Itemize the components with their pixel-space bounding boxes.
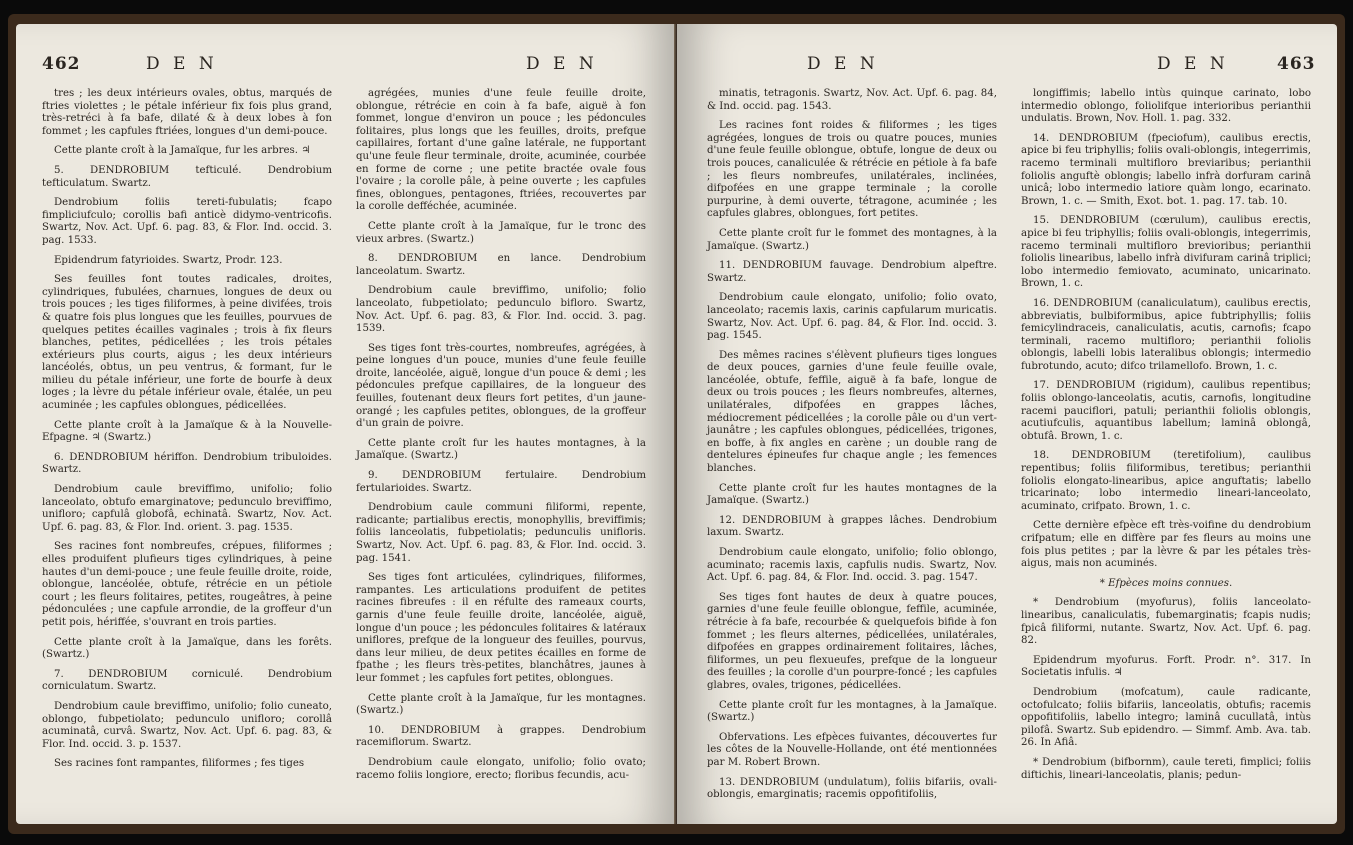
- paragraph: Cette plante croît fur les hautes montagnes, à la Jamaïque. (Swartz.): [356, 437, 646, 462]
- page-number-right: 463: [1277, 54, 1316, 74]
- paragraph: minatis, tetragonis. Swartz, Nov. Act. Upf. 6. pag. 84, & Ind. occid. pag. 1543.: [707, 88, 997, 112]
- paragraph: 8. DENDROBIUM en lance. Dendrobium lanceolatum. Swartz.: [356, 253, 646, 277]
- running-head-right-1: D E N: [807, 54, 879, 74]
- paragraph: 9. DENDROBIUM fertulaire. Dendrobium fertularioides. Swartz.: [356, 470, 646, 494]
- paragraph: longiffimis; labello intùs quinque carinato, lobo intermedio oblongo, foliolifque interioribus perianthii undulatis. Brown, Nov. Holl. 1. pag. 332.: [1021, 88, 1311, 125]
- paragraph: 16. DENDROBIUM (canaliculatum), caulibus erectis, abbreviatis, bulbiformibus, apice fubtriphyllis; foliis femicylindraceis, canaliculatis, acutis, carnofis; fcapo terminali, racemo multifloro; perianthii foliolis oblongis, labelli lobis lateralibus oblongis; intermedio fubrotundo, acuto; difco trilamellofo. Brown, 1. c.: [1021, 297, 1311, 372]
- paragraph: Cette plante croît à la Jamaïque, fur le tronc des vieux arbres. (Swartz.): [356, 220, 646, 245]
- left-page: [16, 24, 676, 824]
- paragraph: 13. DENDROBIUM (undulatum), foliis bifariis, ovali-oblongis, emarginatis; racemis oppofitifoliis,: [707, 776, 997, 801]
- running-head-left-1: D E N: [146, 54, 218, 74]
- paragraph: Dendrobium foliis tereti-fubulatis; fcapo fimpliciufculo; corollis bafi anticè didymo-ventricofis. Swartz, Nov. Act. Upf. 6. pag. 83, & Flor. Ind. occid. 3. pag. 1533.: [42, 197, 332, 246]
- paragraph: 14. DENDROBIUM (fpeciofum), caulibus erectis, apice bi feu triphyllis; foliis ovali-oblongis, integerrimis, racemo terminali multifloro breviaribus; perianthii foliolis anguftè oblongis; labello infrà dorfuram carinâ unicâ; lobo intermedio latiore quàm longo, ecarinato. Brown, 1. c. — Smith, Exot. bot. 1. pag. 17. tab. 10.: [1021, 132, 1311, 207]
- paragraph: 6. DENDROBIUM hériffon. Dendrobium tribuloides. Swartz.: [42, 451, 332, 476]
- paragraph: 11. DENDROBIUM fauvage. Dendrobium alpeftre. Swartz.: [707, 260, 997, 284]
- paragraph: Dendrobium caule communi filiformi, repente, radicante; partialibus erectis, monophyllis, breviffimis; foliis lanceolatis, fubpetiolatis; pedunculis unifloris. Swartz, Nov. Act. Upf. 6. pag. 83, & Flor. Ind. occid. 3. pag. 1541.: [356, 502, 646, 564]
- paragraph: 10. DENDROBIUM à grappes. Dendrobium racemiflorum. Swartz.: [356, 724, 646, 749]
- right-column-1: [707, 88, 997, 809]
- paragraph: 12. DENDROBIUM à grappes lâches. Dendrobium laxum. Swartz.: [707, 514, 997, 539]
- paragraph: Cette plante croît à la Jamaïque & à la Nouvelle-Efpagne. ♃ (Swartz.): [42, 419, 332, 444]
- paragraph: Cette plante croît à la Jamaïque, fur les arbres. ♃: [54, 145, 311, 157]
- paragraph: 15. DENDROBIUM (cœrulum), caulibus erectis, apice bi feu triphyllis; foliis ovali-oblongis, integerrimis, racemo terminali multifloro brevioribus; perianthii foliolis linearibus, labello infrà divifuram carinâ triplici; lobo intermedio femiovato, acuminato, unicarinato. Brown, 1. c.: [1021, 215, 1311, 290]
- right-page: [677, 24, 1337, 824]
- paragraph: Ses tiges font hautes de deux à quatre pouces, garnies d'une feule feuille oblongue, feffile, acuminée, rétrécie à fa bafe, recourbée & quelquefois bifide à fon fommet ; les fleurs alternes, pédicellées, unilatérales, difpofées en grappes ordinairement folitaires, lâches, filiformes, un peu flexueufes, prefque de la longueur des feuilles ; la corolle d'un pourpre-foncé ; les capfules glabres, ovales, trigones, pédicellées.: [707, 591, 997, 691]
- open-book: [8, 14, 1345, 834]
- paragraph: Cette dernière efpèce eft très-voifine du dendrobium crifpatum; elle en diffère par fes fleurs au moins une fois plus petites ; par la lèvre & par les pétales très-aigus, mais non acuminés.: [1021, 520, 1311, 570]
- paragraph: 5. DENDROBIUM tefticulé. Dendrobium tefticulatum. Swartz.: [42, 164, 332, 189]
- paragraph: Ses racines font rampantes, filiformes ; fes tiges: [54, 758, 305, 770]
- paragraph: Dendrobium caule elongato, unifolio; folio ovato; racemo foliis longiore, erecto; floribus fecundis, acu-: [356, 756, 646, 781]
- paragraph: Cette plante croît à la Jamaïque, dans les forêts. (Swartz.): [42, 636, 332, 661]
- paragraph: * Efpèces moins connues.: [1099, 577, 1233, 589]
- paragraph: 7. DENDROBIUM corniculé. Dendrobium corniculatum. Swartz.: [42, 668, 332, 693]
- paragraph: tres ; les deux intérieurs ovales, obtus, marqués de ftries violettes ; le pétale inférieur fix fois plus grand, très-retréci à fa bafe, dilaté & à deux lobes à fon fommet ; les capfules ftriées, longues d'un demi-pouce.: [42, 88, 332, 137]
- paragraph: Cette plante croît à la Jamaïque, fur les montagnes. (Swartz.): [356, 692, 646, 717]
- paragraph: agrégées, munies d'une feule feuille droite, oblongue, rétrécie en coin à fa bafe, aiguë à fon fommet, longue d'environ un pouce ; les pédoncules folitaires, plus longs que les feuilles, droits, prefque capillaires, fortant d'une gaîne latérale, ne fupportant qu'une feule fleur terminale, droite, acuminée, courbée en forme de corne ; une petite bractée ovale fous l'ovaire ; la corolle pâle, à peine ouverte ; les capfules fines, oblongues, pentagones, ftriées, recouvertes par la corolle defféchée, acuminée.: [356, 88, 646, 213]
- paragraph: Obfervations. Les efpèces fuivantes, découvertes fur les côtes de la Nouvelle-Hollande, ont été mentionnées par M. Robert Brown.: [707, 731, 997, 768]
- paragraph: Dendrobium caule elongato, unifolio; folio oblongo, acuminato; racemis laxis, capfulis nudis. Swartz, Nov. Act. Upf. 6. pag. 84, & Flor. Ind. occid. 3. pag. 1547.: [707, 547, 997, 584]
- paragraph: Dendrobium caule breviffimo, unifolio; folio cuneato, oblongo, fubpetiolato; pedunculo unifloro; corollâ acuminatâ, curvâ. Swartz, Nov. Act. Upf. 6. pag. 83, & Flor. Ind. occid. 3. p. 1537.: [42, 700, 332, 750]
- paragraph: Dendrobium caule breviffimo, unifolio; folio lanceolato, obtufo emarginatove; pedunculo breviffimo, unifloro; capfulâ globofâ, echinatâ. Swartz, Nov. Act. Upf. 6. pag. 83, & Flor. Ind. orient. 3. pag. 1535.: [42, 484, 332, 533]
- paragraph: Cette plante croît fur les hautes montagnes de la Jamaïque. (Swartz.): [707, 482, 997, 507]
- paragraph: Dendrobium caule elongato, unifolio; folio ovato, lanceolato; racemis laxis, carinis capfularum muricatis. Swartz, Nov. Act. Upf. 6. pag. 84, & Flor. Ind. occid. 3. pag. 1545.: [707, 292, 997, 342]
- paragraph: Dendrobium (mofcatum), caule radicante, octofulcato; foliis bifariis, lanceolatis, obtufis; racemis oppofitifoliis, labello integro; laminâ cucullatâ, intùs pilofâ. Swartz. Sub epidendro. — Simmf. Amb. Ava. tab. 26. In Afiâ.: [1021, 686, 1311, 749]
- paragraph: Cette plante croît fur les montagnes, à la Jamaïque. (Swartz.): [707, 699, 997, 724]
- paragraph: Epidendrum fatyrioides. Swartz, Prodr. 123.: [54, 254, 283, 266]
- paragraph: Ses tiges font très-courtes, nombreufes, agrégées, à peine longues d'un pouce, munies d'une feule feuille droite, lancéolée, aiguë, longue d'un pouce & demi ; les pédoncules prefque capillaires, de la longueur des feuilles, foutenant deux fleurs fort petites, d'un jaune-orangé ; les capfules petites, oblongues, de la groffeur d'un grain de poivre.: [356, 342, 646, 430]
- page-number-left: 462: [42, 54, 81, 74]
- paragraph: Ses racines font nombreufes, crépues, filiformes ; elles produifent plufieurs tiges cylindriques, à peine hautes d'un demi-pouce ; une feule feuille droite, roide, oblongue, lancéolée, obtufe, rétrécie en un pétiole court ; les fleurs folitaires, petites, rougeâtres, à peine pédonculées ; une capfule arrondie, de la groffeur d'un petit pois, hériffée, s'ouvrant en trois parties.: [42, 541, 332, 628]
- running-head-left-2: D E N: [526, 54, 598, 74]
- paragraph: * Dendrobium (bifbornm), caule tereti, fimplici; foliis diftichis, lineari-lanceolatis, planis; pedun-: [1021, 756, 1311, 781]
- paragraph: Ses tiges font articulées, cylindriques, filiformes, rampantes. Les articulations produifent de petites racines fibreufes : il en réfulte des rameaux courts, garnis d'une feule feuille droite, lancéolée, aiguë, longue d'un pouce ; les pédoncules folitaires & latéraux uniflores, prefque de la longueur des feuilles, pourvus, dans leur milieu, de deux petites écailles en forme de fpathe ; les fleurs très-petites, blanchâtres, jaunes à leur fommet ; les capfules fort petites, oblongues.: [356, 572, 646, 684]
- paragraph: Dendrobium caule breviffimo, unifolio; folio lanceolato, fubpetiolato; pedunculo bifloro. Swartz, Nov. Act. Upf. 6. pag. 83, & Flor. Ind. occid. 3. pag. 1539.: [356, 285, 646, 335]
- right-column-2: [1021, 88, 1311, 789]
- paragraph: 18. DENDROBIUM (teretifolium), caulibus repentibus; foliis filiformibus, teretibus; perianthii foliolis elongato-linearibus, apice anguftatis; labello tricarinato; lobo intermedio lineari-lanceolato, acuminato, crifpato. Brown, 1. c.: [1021, 450, 1311, 512]
- paragraph: Les racines font roides & filiformes ; les tiges agrégées, longues de trois ou quatre pouces, munies d'une feule feuille oblongue, obtufe, longue de deux ou trois pouces, canaliculée & rétrécie en pétiole à fa bafe ; les fleurs nombreufes, unilatérales, inclinées, difpofées en une grappe terminale ; la corolle purpurine, à demi ouverte, tétragone, acuminée ; les capfules glabres, oblongues, fort petites.: [707, 120, 997, 220]
- paragraph: Epidendrum myofurus. Forft. Prodr. n°. 317. In Societatis infulis. ♃: [1021, 654, 1311, 679]
- paragraph: 17. DENDROBIUM (rigidum), caulibus repentibus; foliis oblongo-lanceolatis, acutis, carnofis, longitudine racemi pauciflori, patuli; perianthii foliolis oblongis, acutiufculis, aquantibus labellum; laminâ oblongâ, obtufâ. Brown, 1. c.: [1021, 380, 1311, 442]
- left-column-2: [356, 88, 646, 789]
- paragraph: Ses feuilles font toutes radicales, droites, cylindriques, fubulées, charnues, longues de deux ou trois pouces ; les tiges filiformes, à peine divifées, trois & quatre fois plus longues que les feuilles, pourvues de quelques petites écailles vaginales ; trois à fix fleurs blanches, petites, pédicellées ; les trois pétales extérieurs plus courts, aigus ; les deux intérieurs lancéolés, obtus, un peu ventrus, & formant, fur le milieu du pétale inférieur, une forte de bourfe à deux loges ; la lèvre du pétale inférieur ovale, étalée, un peu acuminée ; les capfules oblongues, pédicellées.: [42, 274, 332, 412]
- left-column-1: [42, 88, 332, 778]
- paragraph: * Dendrobium (myofurus), foliis lanceolato-linearibus, canaliculatis, fubemarginatis; fcapis nudis; fpicâ filiformi, nutante. Swartz, Nov. Act. Upf. 6. pag. 82.: [1021, 597, 1311, 647]
- running-head-right-2: D E N: [1157, 54, 1229, 74]
- paragraph: Cette plante croît fur le fommet des montagnes, à la Jamaïque. (Swartz.): [707, 227, 997, 252]
- paragraph: Des mêmes racines s'élèvent plufieurs tiges longues de deux pouces, garnies d'une feule feuille ovale, lancéolée, obtufe, feffile, aiguë à fa bafe, longue de deux ou trois pouces ; les fleurs nombreufes, alternes, unilatérales, difpofées en grappes lâches, médiocrement pédicellées ; la corolle pâle ou d'un vert-jaunâtre ; les capfules oblongues, pédicellées, trigones, en boffe, à fix angles en carène ; un double rang de dentelures épineufes fur chaque angle ; les femences blanches.: [707, 349, 997, 475]
